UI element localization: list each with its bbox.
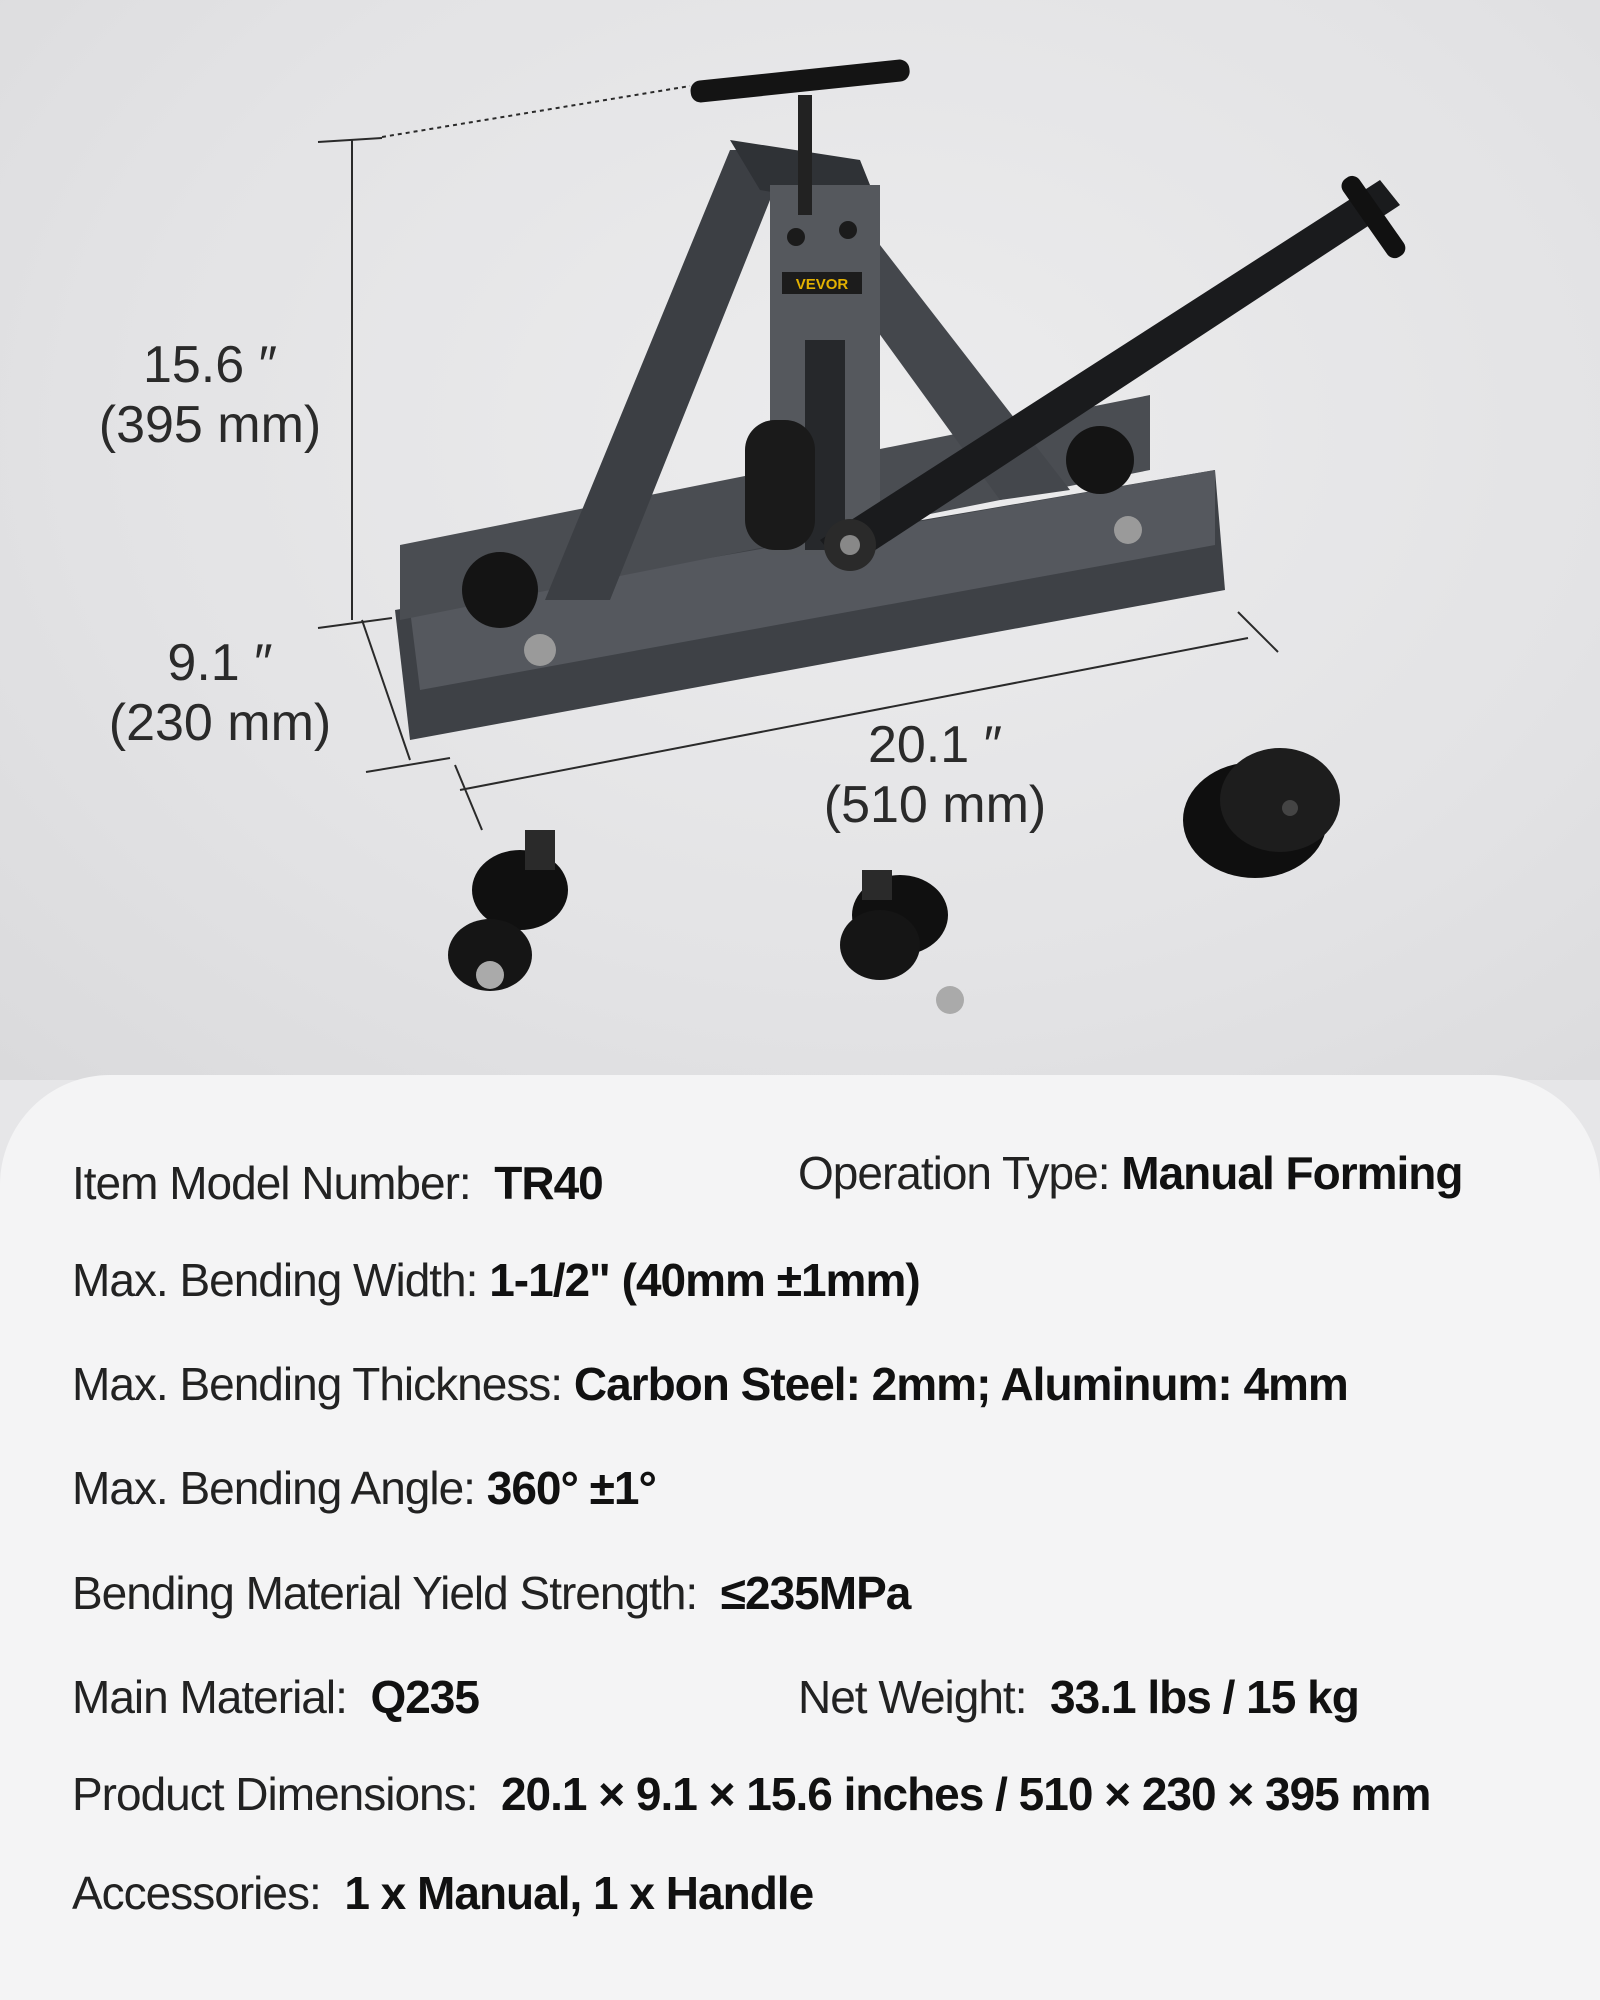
hub-bolt-icon [840,535,860,555]
height-imperial: 15.6 ″ [142,336,278,394]
spec-value: 20.1 × 9.1 × 15.6 inches / 510 × 230 × 395 mm [500,1768,1431,1820]
spec-yield-strength [72,1565,910,1621]
spec-label: Max. Bending Width: [72,1254,478,1306]
spec-label: Operation Type: [798,1147,1110,1199]
depth-metric: (230 mm) [108,694,332,752]
spec-label: Bending Material Yield Strength: [72,1567,698,1619]
spec-value: Carbon Steel: 2mm; Aluminum: 4mm [573,1358,1348,1410]
spec-value: 360° ±1° [486,1462,656,1514]
spec-value: Manual Forming [1121,1147,1463,1199]
spec-label: Item Model Number: [72,1157,471,1209]
spec-value: 33.1 lbs / 15 kg [1050,1671,1359,1723]
depth-tick [366,758,450,772]
large-roller [1183,748,1340,878]
height-dashed-ref [382,86,690,137]
right-roller [1066,426,1134,494]
height-tick-top [318,138,382,142]
vevor-logo: VEVOR [795,276,849,293]
loose-roller-2 [840,870,964,1014]
width-metric: (510 mm) [823,776,1047,834]
left-nut-icon [524,634,556,666]
width-dimension [785,715,1085,835]
spec-value: 1 x Manual, 1 x Handle [344,1867,814,1919]
bolt-icon [787,228,805,246]
center-roller [745,420,815,550]
height-metric: (395 mm) [98,396,322,454]
spec-accessories [72,1865,813,1921]
spec-operation [798,1145,1463,1201]
spec-product-dimensions [72,1766,1430,1822]
depth-imperial: 9.1 ″ [167,634,273,692]
width-tick-left [455,765,482,830]
height-dimension [60,335,360,455]
spec-net-weight [798,1669,1359,1725]
spec-value: ≤235MPa [720,1567,911,1619]
spec-main-material [72,1669,479,1725]
spec-label: Accessories: [72,1867,321,1919]
specifications-panel [0,1075,1600,2000]
spec-label: Product Dimensions: [72,1768,478,1820]
spec-bending-angle [72,1460,656,1516]
loose-roller-1 [448,830,568,991]
spec-value: Q235 [370,1671,479,1723]
width-imperial: 20.1 ″ [867,716,1003,774]
spec-value: 1-1/2" (40mm ±1mm) [489,1254,920,1306]
spec-label: Main Material: [72,1671,347,1723]
bolt-icon [839,221,857,239]
spec-label: Net Weight: [798,1671,1027,1723]
height-tick-bottom [318,618,392,628]
spec-bending-thickness [72,1356,1348,1412]
screw-shaft [798,95,812,215]
spec-label: Max. Bending Thickness: [72,1358,563,1410]
right-nut-icon [1114,516,1142,544]
spec-value: TR40 [494,1157,603,1209]
left-roller [462,552,538,628]
spec-model [72,1155,603,1211]
width-tick-right [1238,612,1278,652]
spec-bending-width [72,1252,920,1308]
spec-label: Max. Bending Angle: [72,1462,475,1514]
depth-dimension [70,633,370,753]
